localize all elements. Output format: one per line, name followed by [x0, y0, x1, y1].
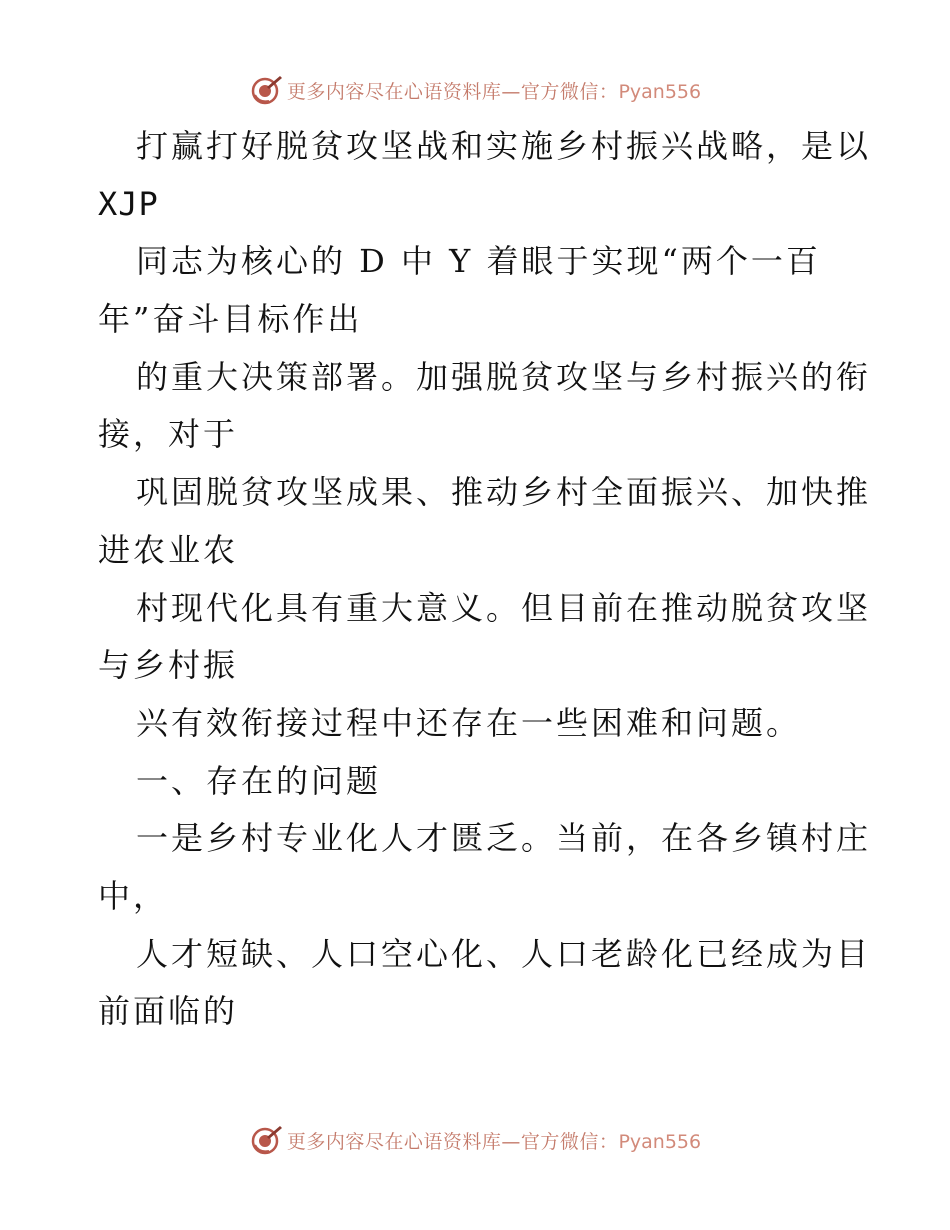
- text-line: 年”奋斗目标作出: [98, 300, 363, 339]
- text-line: 一是乡村专业化人才匮乏。当前，在各乡镇村庄: [136, 819, 872, 858]
- text-line: 巩固脱贫攻坚成果、推动乡村全面振兴、加快推: [136, 473, 872, 512]
- text-line: XJP: [98, 184, 159, 223]
- pen-seal-icon: [249, 73, 283, 107]
- section-heading: 一、存在的问题: [136, 761, 382, 800]
- header-watermark: [0, 70, 950, 110]
- text-line: 村现代化具有重大意义。但目前在推动脱贫攻坚: [136, 588, 872, 627]
- footer-watermark: [0, 1120, 950, 1160]
- text-line: 前面临的: [98, 992, 239, 1031]
- text-line: 打赢打好脱贫攻坚战和实施乡村振兴战略，是以: [136, 127, 872, 165]
- text-line: 人才短缺、人口空心化、人口老龄化已经成为目: [136, 934, 872, 973]
- text-line: 与乡村振: [98, 646, 239, 685]
- text-line: 接，对于: [98, 415, 239, 454]
- text-line: 进农业农: [98, 530, 239, 569]
- watermark-text: 更多内容尽在心语资料库—官方微信：Pyan556: [286, 80, 702, 103]
- text-line: 同志为核心的 D 中 Y 着眼于实现“两个一百: [136, 242, 821, 281]
- text-line: 中，: [98, 876, 169, 915]
- pen-seal-icon: [249, 1123, 283, 1157]
- watermark-text: 更多内容尽在心语资料库—官方微信：Pyan556: [286, 1130, 702, 1153]
- text-line: 兴有效衔接过程中还存在一些困难和问题。: [136, 703, 802, 742]
- text-line: 的重大决策部署。加强脱贫攻坚与乡村振兴的衔: [136, 357, 872, 396]
- document-body: [98, 118, 872, 1041]
